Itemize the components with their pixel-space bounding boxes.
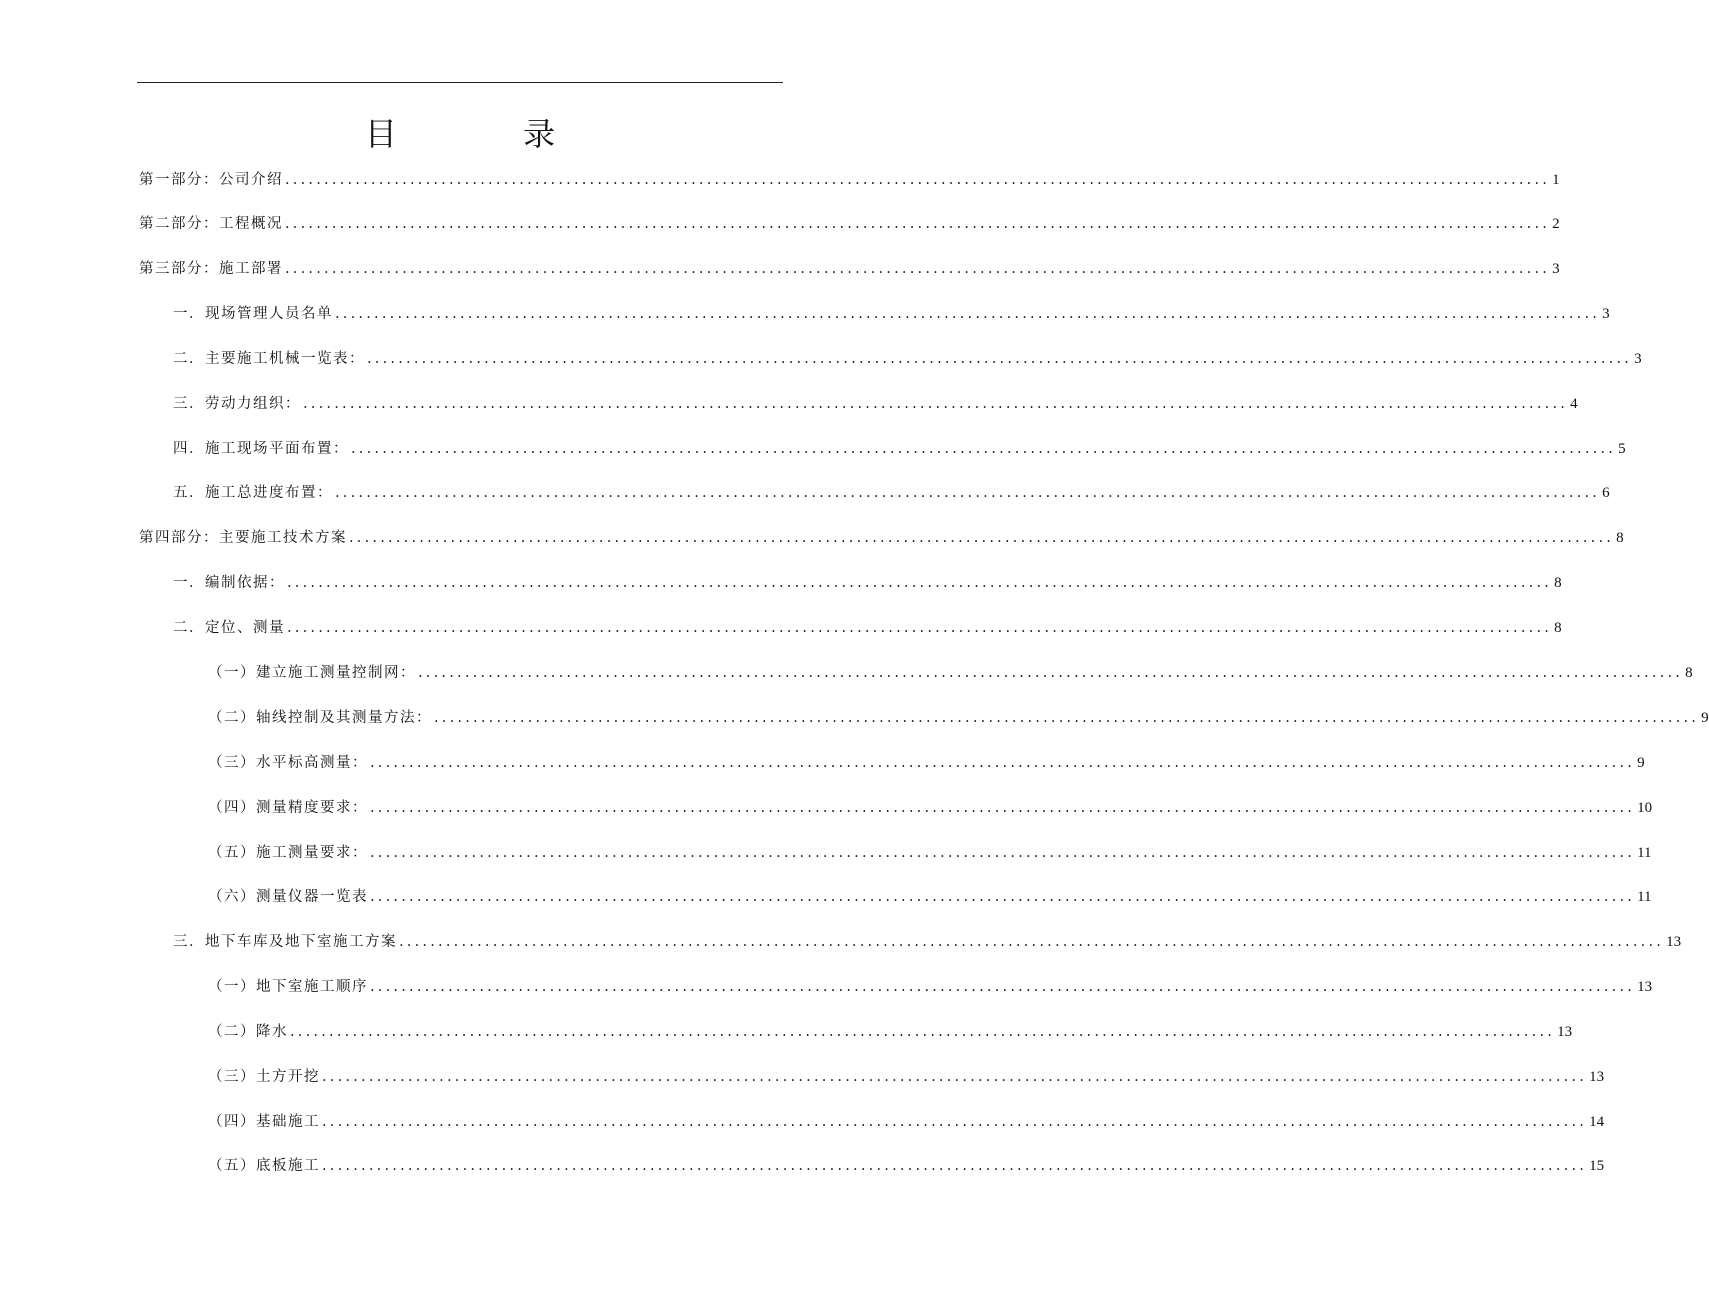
toc-entry-label: 第四部分：主要施工技术方案 (139, 530, 347, 546)
toc-entry-label: 五．施工总进度布置： (173, 485, 333, 501)
toc-entry-label: （二）降水 (208, 1024, 288, 1040)
toc-entry-label: 二．主要施工机械一览表： (173, 351, 365, 367)
toc-entry-label: （五）底板施工 (208, 1158, 320, 1174)
toc-entry-label: 一．编制依据： (173, 575, 285, 591)
toc-leader-dots: .................................................................................................................................................................. (287, 575, 1553, 591)
toc-entry-part4-3-1[interactable] (208, 975, 1653, 999)
toc-entry-part3-1[interactable] (173, 302, 1610, 326)
toc-leader-dots: .................................................................................................................................................................. (287, 620, 1553, 636)
toc-entry-page: 8 (1554, 620, 1562, 636)
toc-entry-part4[interactable] (139, 526, 1624, 550)
toc-leader-dots: .................................................................................................................................................................. (285, 216, 1551, 232)
toc-entry-page: 15 (1589, 1158, 1605, 1174)
toc-entry-label: 第一部分：公司介绍 (139, 172, 283, 188)
toc-leader-dots: .................................................................................................................................................................. (303, 396, 1569, 412)
toc-entry-part4-2-1[interactable] (208, 661, 1693, 685)
toc-leader-dots: .................................................................................................................................................................. (434, 710, 1700, 726)
toc-entry-part4-2-5[interactable] (208, 841, 1652, 865)
toc-entry-part4-2-2[interactable] (208, 706, 1709, 730)
toc-leader-dots: .................................................................................................................................................................. (335, 306, 1601, 322)
toc-entry-part2[interactable] (139, 212, 1560, 236)
toc-entry-label: 二．定位、测量 (173, 620, 285, 636)
toc-entry-part4-2-3[interactable] (208, 751, 1645, 775)
toc-leader-dots: .................................................................................................................................................................. (349, 530, 1615, 546)
toc-entry-part4-2-6[interactable] (208, 885, 1652, 909)
toc-entry-page: 8 (1554, 575, 1562, 591)
toc-leader-dots: .................................................................................................................................................................. (322, 1114, 1588, 1130)
toc-entry-part4-3-2[interactable] (208, 1020, 1573, 1044)
toc-entry-label: （四）测量精度要求： (208, 800, 368, 816)
toc-leader-dots: .................................................................................................................................................................. (322, 1158, 1588, 1174)
toc-entry-label: 四．施工现场平面布置： (173, 441, 349, 457)
toc-leader-dots: .................................................................................................................................................................. (370, 845, 1636, 861)
toc-entry-page: 3 (1634, 351, 1642, 367)
toc-leader-dots: .................................................................................................................................................................. (418, 665, 1684, 681)
header-rule (137, 82, 783, 83)
toc-entry-part4-3[interactable] (173, 930, 1682, 954)
toc-entry-page: 13 (1557, 1024, 1573, 1040)
toc-leader-dots: .................................................................................................................................................................. (322, 1069, 1588, 1085)
toc-entry-page: 5 (1618, 441, 1626, 457)
toc-leader-dots: .................................................................................................................................................................. (285, 261, 1551, 277)
toc-leader-dots: .................................................................................................................................................................. (290, 1024, 1556, 1040)
toc-entry-part3-2[interactable] (173, 347, 1642, 371)
toc-entry-label: （六）测量仪器一览表 (208, 889, 368, 905)
toc-entry-page: 9 (1701, 710, 1709, 726)
toc-entry-label: （五）施工测量要求： (208, 845, 368, 861)
toc-entry-label: （一）建立施工测量控制网： (208, 665, 416, 681)
toc-entry-label: 第二部分：工程概况 (139, 216, 283, 232)
toc-entry-page: 6 (1602, 485, 1610, 501)
toc-entry-part4-2[interactable] (173, 616, 1562, 640)
toc-entry-page: 3 (1552, 261, 1560, 277)
toc-leader-dots: .................................................................................................................................................................. (351, 441, 1617, 457)
toc-entry-page: 11 (1637, 889, 1652, 905)
toc-entry-part4-3-3[interactable] (208, 1065, 1605, 1089)
toc-entry-part3[interactable] (139, 257, 1560, 281)
toc-entry-page: 8 (1616, 530, 1624, 546)
toc-leader-dots: .................................................................................................................................................................. (370, 979, 1636, 995)
toc-entry-page: 8 (1685, 665, 1693, 681)
toc-entry-page: 13 (1637, 979, 1653, 995)
toc-entry-page: 14 (1589, 1114, 1605, 1130)
toc-entry-part4-1[interactable] (173, 571, 1562, 595)
toc-entry-page: 11 (1637, 845, 1652, 861)
toc-entry-label: （一）地下室施工顺序 (208, 979, 368, 995)
toc-entry-page: 2 (1552, 216, 1560, 232)
toc-entry-part1[interactable] (139, 168, 1560, 192)
toc-entry-page: 4 (1570, 396, 1578, 412)
toc-entry-part4-3-5[interactable] (208, 1154, 1605, 1178)
toc-entry-label: 三．地下车库及地下室施工方案 (173, 934, 397, 950)
toc-leader-dots: .................................................................................................................................................................. (335, 485, 1601, 501)
toc-entry-part4-3-4[interactable] (208, 1110, 1605, 1134)
toc-entry-page: 1 (1552, 172, 1560, 188)
toc-leader-dots: .................................................................................................................................................................. (370, 800, 1636, 816)
toc-entry-part4-2-4[interactable] (208, 796, 1653, 820)
toc-leader-dots: .................................................................................................................................................................. (370, 755, 1636, 771)
toc-entry-page: 9 (1637, 755, 1645, 771)
toc-entry-label: 三．劳动力组织： (173, 396, 301, 412)
toc-entry-part3-3[interactable] (173, 392, 1578, 416)
toc-entry-label: （二）轴线控制及其测量方法： (208, 710, 432, 726)
toc-entry-label: （三）水平标高测量： (208, 755, 368, 771)
toc-leader-dots: .................................................................................................................................................................. (370, 889, 1636, 905)
toc-leader-dots: .................................................................................................................................................................. (367, 351, 1633, 367)
toc-entry-page: 13 (1666, 934, 1682, 950)
toc-entry-label: （三）土方开挖 (208, 1069, 320, 1085)
toc-entry-page: 13 (1589, 1069, 1605, 1085)
toc-entry-page: 10 (1637, 800, 1653, 816)
toc-entry-label: （四）基础施工 (208, 1114, 320, 1130)
toc-leader-dots: .................................................................................................................................................................. (399, 934, 1665, 950)
toc-entry-part3-5[interactable] (173, 481, 1610, 505)
toc-entry-label: 第三部分：施工部署 (139, 261, 283, 277)
toc-entry-part3-4[interactable] (173, 437, 1626, 461)
page-title: 目 录 (364, 115, 614, 153)
toc-entry-page: 3 (1602, 306, 1610, 322)
toc-entry-label: 一．现场管理人员名单 (173, 306, 333, 322)
toc-leader-dots: .................................................................................................................................................................. (285, 172, 1551, 188)
